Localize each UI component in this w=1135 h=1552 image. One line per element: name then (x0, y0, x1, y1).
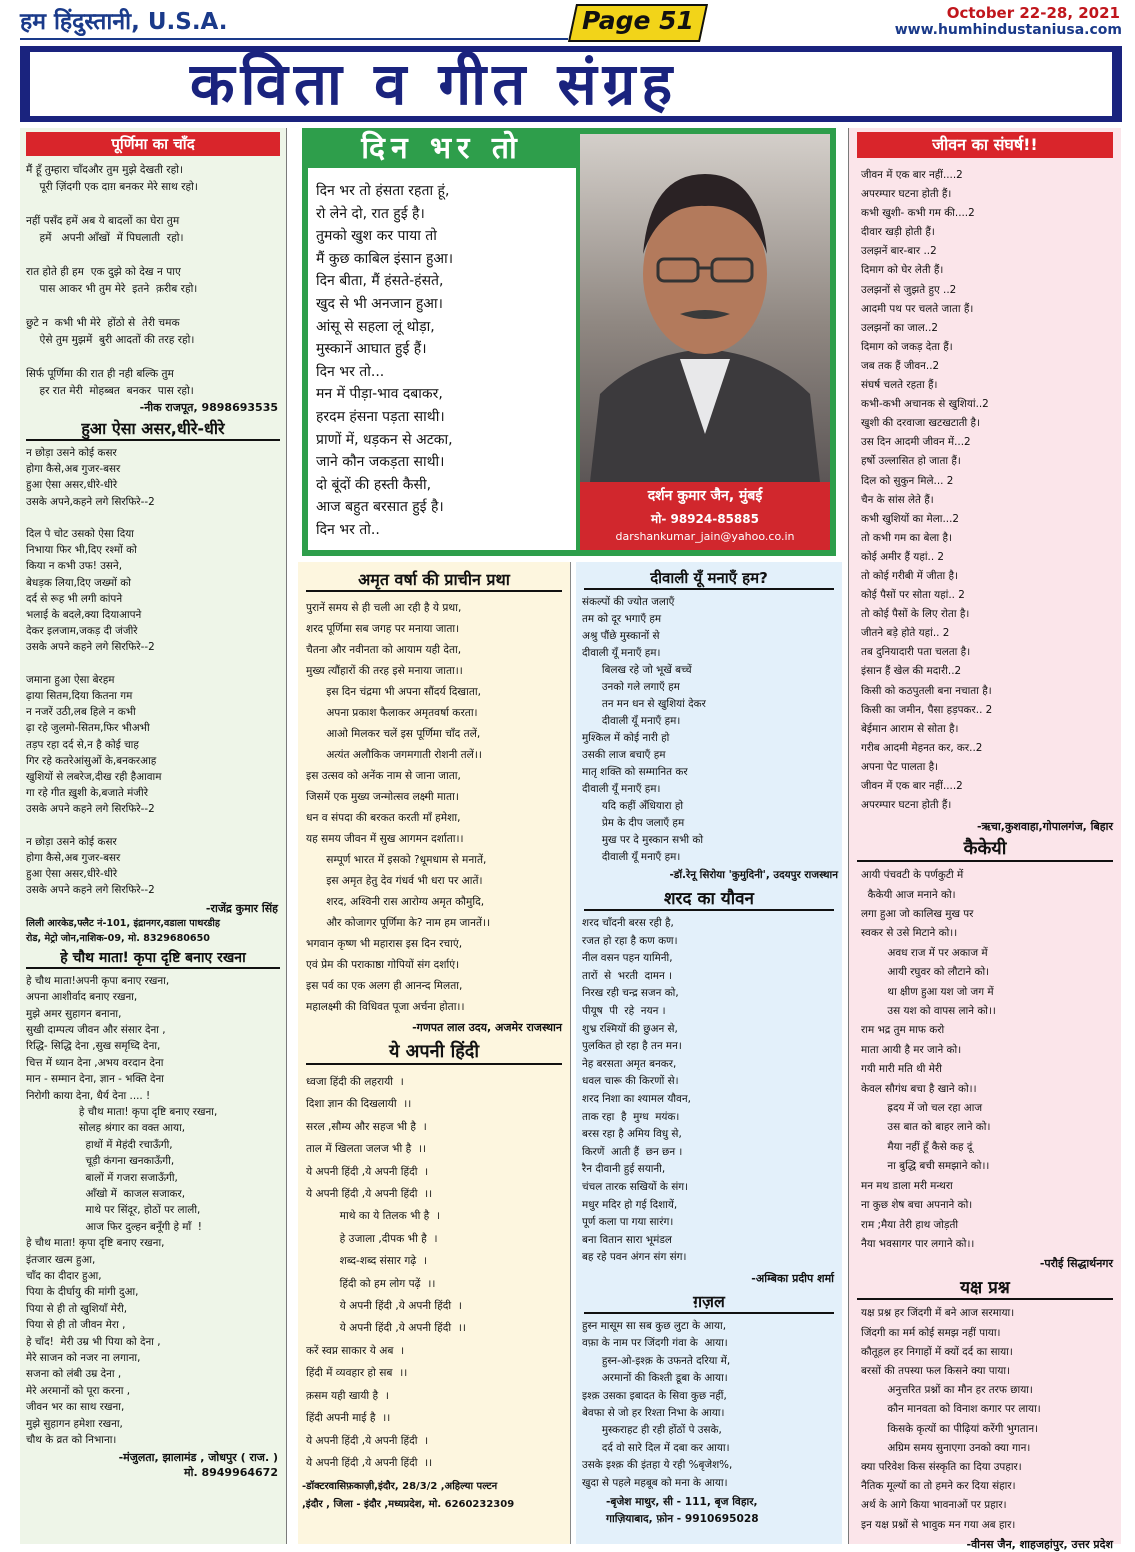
poem-body: पुरानें समय से ही चली आ रही है ये प्रथा, शरद पूर्णिमा सब जगह पर मनाया जाता। चैतना और नवीनता को आयाम यही देता, मुख्य त्यौंहारों की तरह इसे मनाया जाता।। इस दिन चंद्रमा भी अपना सौंदर्य दिखाता, अपना प्रकाश फैलाकर अमृतवर्षा करता। आओ मिलकर चलें इस पूर्णिमा चाँद तलें, अत्यंत अलौकिक जगमगाती रोशनी तलें।। इस उत्सव को अनेंक नाम से जाना जाता, जिसमें एक मुख्य जन्मोत्सव लक्ष्मी माता। धन व संपदा की बरकत करती माँ हमेशा, यह समय जीवन में सुख आगमन दर्शाता।। सम्पूर्ण भारत में इसको ?धूमधाम से मनातें, इस अमृत हेतु देव गंधर्व भी धरा पर आतें। शरद, अश्विनी रास आरोग्य अमृत कौमुदि, और कोजागर पूर्णिमा के? नाम हम जानतें।। भगवान कृष्ण भी महारास इस दिन रचाएं, एवं प्रेम की पराकाष्ठा गोपियों संग दर्शाएं। इस पर्व का एक अलग ही आनन्द मिलता, महालक्ष्मी की विधिवत पूजा अर्चना होता।। (306, 602, 491, 1013)
poem-body: जीवन में एक बार नहीं....2 अपरम्पार घटना होती हैं। कभी खुशी- कभी गम की....2 दीवार खड़ी होती हैं। उलझनें बार-बार ..2 दिमाग को घेर लेती हैं। उलझनों से जुझते हुए ..2 आदमी पथ पर चलते जाता हैं। उलझनों का जाल..2 दिमाग को जकड़ देता हैं। जब तक हैं जीवन..2 संघर्ष चलते रहता हैं। कभी-कभी अचानक से खुशियां..2 खुशी की दरवाजा खटखटाती है। उस दिन आदमी जीवन में...2 हर्षो उल्लासित हो जाता हैं। दिल को सुकुन मिले... 2 चैन के सांस लेते हैं। कभी खुशियों का मेला...2 तो कभी गम का बेला है। कोई अमीर हैं यहां.. 2 तो कोई गरीबी में जीता है। कोई पैसों पर सोता यहां.. 2 तो कोई पैसों के लिए रोता है। जीतने बड़े होते यहां.. 2 तब दुनियादारी पता चलता है। इंसान हैं खेल की मदारी..2 किसी को कठपुतली बना नचाता है। किसी का जमीन, पैसा हड़पकर.. 2 बेईमान आराम से सोता है। गरीब आदमी मेहनत कर, कर..2 अपना पेट पालता है। जीवन में एक बार नहीं....2 अपरम्पार घटना होती हैं। (861, 169, 993, 812)
author-email[interactable]: darshankumar_jain@yahoo.co.in (615, 530, 795, 543)
left-column (20, 128, 287, 1544)
poem-credit: -वीनस जैन, शाहजहांपुर, उत्तर प्रदेश (966, 1537, 1113, 1551)
poem-credit: -ऋचा,कुशवाहा,गोपालगंज, बिहार (976, 820, 1113, 834)
poem-title: जीवन का संघर्ष!! (857, 132, 1113, 158)
feature-title: दिन भर तो (361, 131, 523, 166)
poem-body: संकल्पों की ज्योत जलाएँ तम को दूर भगाएँ हम अश्रु पौंछे मुस्कानों से दीवाली यूँ मनाएँ हम। बिलख रहे जो भूखें बच्चें उनको गले लगाएँ हम तन मन धन से खुशियां देकर दीवाली यूँ मनाएँ हम। मुश्किल में कोई नारी हो उसकी लाज बचाएँ हम मातृ शक्ति को सम्मानित कर दीवाली यूँ मनाएँ हम। यदि कहीं अँधियारा हो प्रेम के दीप जलाएँ हम मुख पर दे मुस्कान सभी को दीवाली यूँ मनाएँ हम। (582, 596, 706, 863)
poem-credit: -मंजुलता, झालामंड , जोधपुर ( राज. ) (118, 1451, 278, 1465)
poem-title: दीवाली यूँ मनाएँ हम? (584, 568, 834, 590)
poem-title: कैकेयी (857, 836, 1113, 862)
right-column (848, 128, 1121, 1551)
poem-body: न छोड़ा उसने कोई कसर होगा कैसे,अब गुजर-बसर हुआ ऐसा असर,धीरे-धीरे उसके अपने,कहने लगे सिरफिरे--2 दिल पे चोट उसको ऐसा दिया निभाया फिर भी,दिए रश्मों को किया न कभी उफ! उसने, बेधड़क लिया,दिए जख्मों को दर्द से रूह भी लगी कांपने भलाई के बदले,क्या दियाआपने देकर इलजाम,जकड़ दी जंजीरे उसके अपने कहने लगे सिरफिरे--2 जमाना हुआ ऐसा बेरहम ढ़ाया सितम,दिया कितना गम न नजरें उठी,लब हिले न कभी ढ़ा रहे जुलमो-सितम,फिर भीअभी तड़प रहा दर्द से,न है कोई चाह गिर रहे कतरेआंसुओं के,बनकरआह खुशियों से लबरेज,दीख रही हैआवाम गा रहे गीत ख़ुशी के,बजाते मंजीरे उसके अपने कहने लगे सिरफिरे--2 न छोड़ा उसने कोई कसर होगा कैसे,अब गुजर-बसर हुआ ऐसा असर,धीरे-धीरे उसके अपने कहने लगे सिरफिरे--2 (26, 447, 162, 897)
author-name: दर्शन कुमार जैन, मुंबई (647, 488, 763, 504)
author-phone: मो- 98924-85885 (651, 512, 759, 526)
poem-body: ध्वजा हिंदी की लहरायी । दिशा ज्ञान की दिखलायी ।। सरल ,सौम्य और सहज भी है । ताल में खिलता जलज भी है ।। ये अपनी हिंदी ,ये अपनी हिंदी । ये अपनी हिंदी ,ये अपनी हिंदी ।। माथे का ये तिलक भी है । हे उजाला ,दीपक भी है । शब्द-शब्द संसार गढ़े । हिंदी को हम लोग पढ़ें ।। ये अपनी हिंदी ,ये अपनी हिंदी । ये अपनी हिंदी ,ये अपनी हिंदी ।। करें स्वप्न साकार ये अब । हिंदी में व्यवहार हो सब ।। क़सम यही खायी है । हिंदी अपनी माई है ।। ये अपनी हिंदी ,ये अपनी हिंदी । ये अपनी हिंदी ,ये अपनी हिंदी ।। (306, 1076, 466, 1469)
portrait-illustration (580, 134, 830, 482)
poem-title: ये अपनी हिंदी (306, 1039, 562, 1065)
section-title: कविता व गीत संग्रह (190, 50, 679, 118)
poem-address: लिली आरकेड,फ्लैट नं-101, इंद्रानगर,वडाला पाथरडीह रोड, मेट्रो जोन,नाशिक-09, मो. 8329680650 (26, 917, 221, 944)
middle-column-a (298, 562, 571, 1544)
poem-body: मैं हूँ तुम्हारा चाँदऔर तुम मुझे देखती रहो। पूरी ज़िंदगी एक दाग़ बनकर मेरे साथ रहो। नहीं पसँद हमें अब ये बादलों का घेरा तुम हमें अपनी आँखों में पिघलाती रहो। रात होते ही हम एक दुझे को देख न पाए पास आकर भी तुम मेरे इतने क़रीब रहो। छुटे न कभी भी मेरे होंठो से तेरी चमक ऐसे तुम मुझमें बुरी आदतों की तरह रहो। सिर्फ पूर्णिमा की रात ही नही बल्कि तुम हर रात मेरी मोहब्बत बनकर पास रहो। (26, 164, 198, 397)
poem-credit: -बृजेश माथुर, सी - 111, बृज विहार, गाज़ियाबाद, फ़ोन - 9910695028 (606, 1495, 759, 1525)
poem-body: हे चौथ माता!अपनी कृपा बनाए रखना, अपना आशीर्वाद बनाए रखना, मुझे अमर सुहागन बनाना, सुखी दाम्पत्य जीवन और संसार देना , रिद्धि- सिद्धि देना ,सुख समृध्दि देना, चित्त में ध्यान देना ,अभय वरदान देना मान - सम्मान देना, ज्ञान - भक्ति देना निरोगी काया देना, धैर्य देना .... ! हे चौथ माता! कृपा दृष्टि बनाए रखना, सोलह श्रंगार का वक्त आया, हाथों में मेहंदी रचाऊँगी, चूड़ी कंगना खनकाऊँगी, बालों में गजरा सजाऊँगी, आँखो में काजल सजाकर, माथे पर सिंदूर, होठों पर लाली, आज फिर दुल्हन बनूँगी हे माँ ! हे चौथ माता! कृपा दृष्टि बनाए रखना, इंतजार खत्म हुआ, चाँद का दीदार हुआ, पिया के दीर्घायु की मांगी दुआ, पिया से ही तो खुशियाँ मेरी, पिया से ही तो जीवन मेरा , हे चाँद! मेरी उम्र भी पिया को देना , मेरे साजन को नजर ना लगाना, सजना को लंबी उम्र देना , मेरे अरमानों को पूरा करना , जीवन भर का साथ रखना, मुझे सुहागन हमेशा रखना, चौथ के व्रत को निभाना। (26, 974, 218, 1447)
poem-title: ग़ज़ल (584, 1290, 834, 1314)
poem-title: हुआ ऐसा असर,धीरे-धीरे (26, 417, 280, 441)
poem-body: शरद चाँदनी बरस रही है, रजत हो रहा है कण कण। नील वसन पहन यामिनी, तारों से भरती दामन । निरख रही चन्द्र सजन को, पीयूष पी रहे नयन । शुभ्र रश्मियों की छुअन से, पुलकित हो रहा है तन मन। नेह बरसता अमृत बनकर, धवल चारू की किरणों से। शरद निशा का श्यामल यौवन, ताक रहा है मुग्ध मयंक। बरस रहा है अमिय विधु से, किरणें आती हैं छन छन । रैन दीवानी हुई सयानी, चंचल तारक सखियों के संग। मधुर मदिर हो गई दिशायें, पूर्ण कला पा गया सारंग। बना वितान सारा भूमंडल बह रहे पवन अंगन संग संग। (582, 917, 691, 1264)
poem-title: यक्ष प्रश्न (857, 1275, 1113, 1300)
poem-title: शरद का यौवन (584, 886, 834, 911)
poem-body: हुस्न मासूम सा सब कुछ लुटा के आया, वफ़ा के नाम पर जिंदगी गंवा के आया। हुस्न-ओ-इश्क़ के उफनते दरिया में, अरमानों की किश्ती डूबा के आया। इश्क़ उसका इबादत के सिवा कुछ नहीं, बेवफा से जो हर रिश्ता निभा के आया। मुस्कराहट ही रही होंठों पे उसके, दर्द वो सारे दिल में दबा कर आया। उसके इश्क़ की इंतहा ये रही %बृजेश%, खुदा से पहले महबूब को मना के आया। (582, 1319, 733, 1489)
page-number: Page 51 (582, 6, 694, 35)
poem-phone: मो. 8949964672 (184, 1466, 278, 1480)
poem-credit: -गणपत लाल उदय, अजमेर राजस्थान (412, 1021, 562, 1034)
poem-credit: -नीक राजपूत, 9898693535 (139, 401, 278, 414)
poem-title: हे चौथ माता! कृपा दृष्टि बनाए रखना (26, 948, 280, 969)
middle-column-b (576, 562, 842, 1544)
masthead: हम हिंदुस्तानी, U.S.A. (20, 6, 568, 38)
poem-title: अमृत वर्षा की प्राचीन प्रथा (306, 568, 562, 592)
author-photo (580, 134, 830, 482)
issue-date: October 22-28, 2021 (946, 4, 1120, 22)
feature-poem: दिन भर तो हंसता रहता हूं, रो लेने दो, रात हुई है। तुमको खुश कर पाया तो मैं कुछ काबिल इंसान हुआ। दिन बीता, मैं हंसते-हंसते, खुद से भी अनजान हुआ। आंसू से सहला लूं थोड़ा, मुस्कानें आघात हुई हैं। दिन भर तो... मन में पीड़ा-भाव दबाकर, हरदम हंसना पड़ता साथी। प्राणों में, धड़कन से अटका, जाने कौन जकड़ता साथी। दो बूंदों की हस्ती कैसी, आज बहुत बरसात हुई है। दिन भर तो.. (316, 183, 454, 538)
website-link[interactable]: www.humhindustaniusa.com (894, 22, 1122, 38)
poem-credit: -डॉ.रेनू सिरोया 'कुमुदिनी', उदयपुर राजस्थान (669, 869, 838, 881)
poem-title: पूर्णिमा का चाँद (26, 132, 280, 156)
poem-credit: -डॉक्टरवासिफ़काज़ी,इंदौर, 28/3/2 ,अहिल्या पल्टन ,इंदौर , जिला - इंदौर ,मध्यप्रदेश, मो. 6260232309 (302, 1481, 515, 1511)
poem-credit: -अम्बिका प्रदीप शर्मा (751, 1271, 834, 1285)
poem-credit: -राजेंद्र कुमार सिंह (205, 901, 278, 915)
poem-credit: -परौई सिद्धार्थनगर (1039, 1257, 1113, 1271)
poem-body: आयी पंचवटी के पर्णकुटी में कैकेयी आज मनाने को। लगा हुआ जो कालिख मुख पर स्वकर से उसे मिटाने को।। अवध राज में पर अकाज में आयी रघुवर को लौटाने को। था क्षीण हुआ यश जो जग में उस यश को वापस लाने को।। राम भद्र तुम माफ करो माता आयी है मर जाने को। गयी मारी मति थी मेरी केवल सौगंध बचा है खाने को।। ह्रदय में जो चल रहा आज उस बात को बाहर लाने को। मैया नहीं हूँ कैसे कह दूं ना बुद्धि बची समझाने को।। मन मथ डाला मरी मन्थरा ना कुछ शेष बचा अपनाने को। राम ;मैया तेरी हाथ जोड़ती नैया भवसागर पार लगाने को।। (861, 869, 996, 1250)
poem-body: यक्ष प्रश्न हर जिंदगी में बने आज सरमाया। जिंदगी का मर्म कोई समझ नहीं पाया। कौतूहल हर निगाहों में क्यों दर्द का साया। बरसों की तपस्या फल किसने क्या पाया। अनुत्तरित प्रश्नों का मौन हर तरफ छाया। कौन मानवता को विनाश कगार पर लाया। किसके कृत्यों का पीढ़ियां करेंगी भुगतान। अग्रिम समय सुनाएगा उनको क्या गान। क्या परिवेश किस संस्कृति का दिया उपहार। नैतिक मूल्यों का तो हमने कर दिया संहार। अर्थ के आगे किया भावनाओं पर प्रहार। इन यक्ष प्रश्नों से भावुक मन गया अब हार। (861, 1307, 1041, 1531)
